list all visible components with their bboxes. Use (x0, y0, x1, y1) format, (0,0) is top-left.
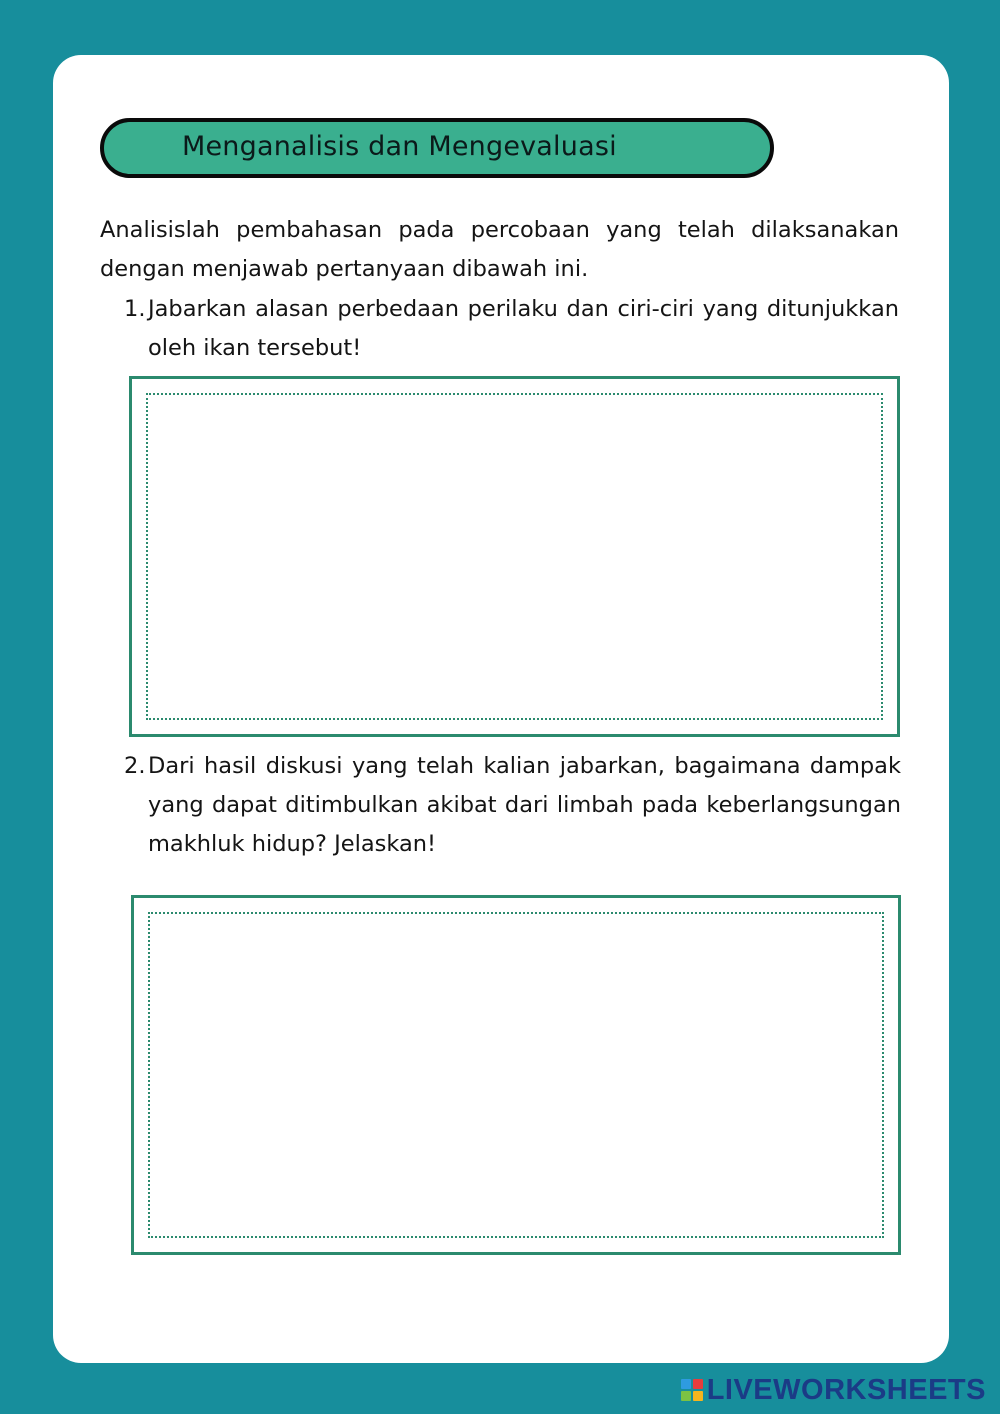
answer-box-2-dotted-frame (148, 912, 884, 1238)
section-title-banner (100, 118, 774, 178)
question-2-text: Dari hasil diskusi yang telah kalian jabarkan, bagaimana dampak yang dapat ditimbulkan akibat dari limbah pada keberlangsungan makhluk hidup? Jelaskan! (148, 753, 901, 857)
answer-box-2[interactable] (131, 895, 901, 1255)
question-1-text: Jabarkan alasan perbedaan perilaku dan ciri-ciri yang ditunjukkan oleh ikan tersebut! (148, 296, 899, 361)
liveworksheets-watermark (681, 1374, 986, 1406)
section-title: Menganalisis dan Mengevaluasi (182, 131, 617, 162)
instructions-text: Analisislah pembahasan pada percobaan yang telah dilaksanakan dengan menjawab pertanyaan dibawah ini. (100, 217, 899, 282)
question-1-number: 1. (124, 296, 146, 322)
liveworksheets-logo-icon (681, 1379, 703, 1401)
answer-box-1[interactable] (129, 376, 900, 737)
watermark-text: LIVEWORKSHEETS (706, 1373, 986, 1406)
question-2-number: 2. (124, 753, 146, 779)
answer-box-1-dotted-frame (146, 393, 883, 720)
